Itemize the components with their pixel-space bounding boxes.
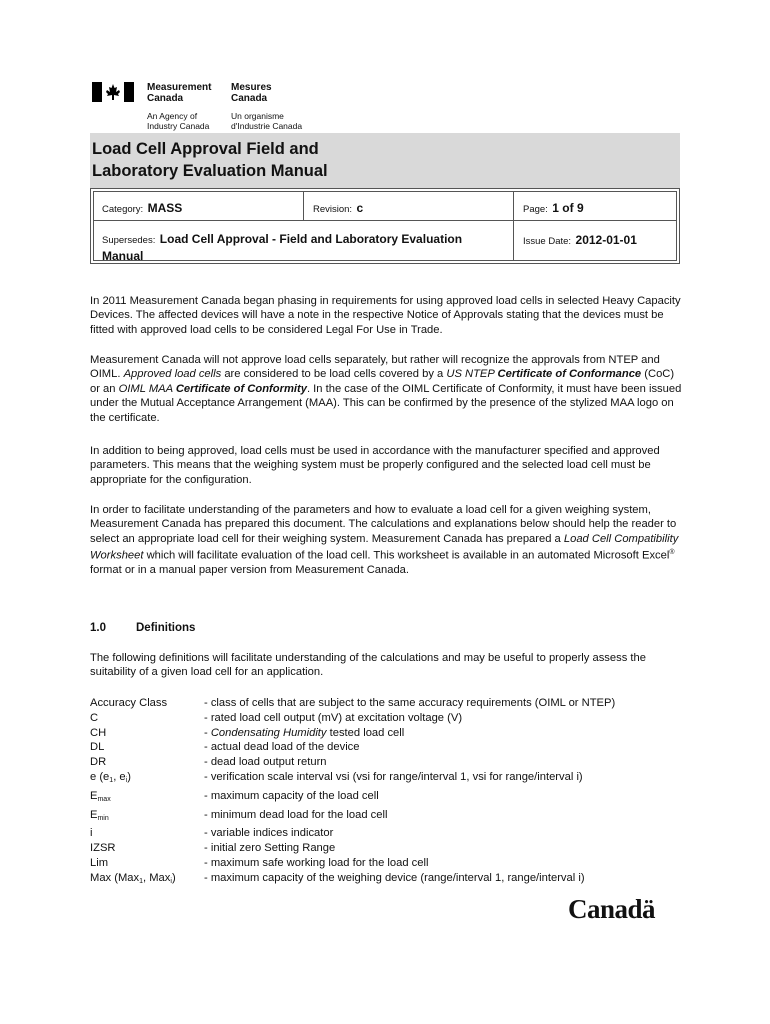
section-number: 1.0 [90, 622, 106, 634]
meta-col-divider [513, 191, 514, 261]
definition-row: $E_{min}$ - minimum dead load for the load cell [90, 808, 388, 822]
revision-value: c [356, 201, 364, 215]
paragraph-4: In order to facilitate understanding of the parameters and how to evaluate a load cell for a given weighing system, Measurement Canada has prepared this document. The calculations and explanations below should help the reader to select an appropriate load cell for their weighing system. Measurement Canada has prepared a Load Cell Compatibility Worksheet which will facilitate evaluation of the load cell. This worksheet is available in an automated Microsoft Excel® format or in a manual paper version from Measurement Canada. [90, 504, 679, 577]
canada-flag-icon [92, 82, 134, 102]
paragraph-2: Measurement Canada will not approve load cells separately, but rather will recognize the approvals from NTEP and OIML. Approved load cells are considered to be load cells covered by a US NTEP Certificate of Conformance (CoC) or an OIML MAA Certificate of Conformity. In the case of the OIML Certificate of Conformity, it must have been issued under the Mutual Acceptance Arrangement (MAA). This can be confirmed by the presence of the stylized MAA logo on the certificate. [90, 354, 682, 424]
issue-date-value: 2012-01-01 [575, 233, 637, 247]
page-cell: Page: 1 of 9 [523, 201, 584, 215]
paragraph-5: The following definitions will facilitate understanding of the calculations and may be useful to properly assess the suitability of a given load cell for an application. [90, 652, 646, 679]
meta-col-divider [303, 191, 304, 221]
agency-fr: Un organisme d'Industrie Canada [231, 111, 303, 131]
definition-row: i - variable indices indicator [90, 827, 334, 840]
paragraph-3: In addition to being approved, load cells must be used in accordance with the manufacturer specified and approved parameters. This means that the weighing system must be properly configured and the selected load cell must be appropriate for the configuration. [90, 445, 660, 486]
dept-name-fr: Mesures Canada [231, 82, 272, 104]
category-cell: Category: MASS [102, 201, 183, 215]
issue-date-cell: Issue Date: 2012-01-01 [523, 233, 637, 247]
paragraph-1: In 2011 Measurement Canada began phasing in requirements for using approved load cells in selected Heavy Capacity Devices. The affected devices will have a note in the respective Notice of Approvals stating that the devices must be fitted with approved load cells to be considered Legal For Use in Trade. [90, 295, 681, 336]
dept-name-en: Measurement Canada [147, 82, 212, 104]
meta-row-divider [93, 220, 677, 221]
canada-wordmark-logo: Canadä [568, 894, 656, 924]
page-value: 1 of 9 [552, 201, 584, 215]
definition-row: DR - dead load output return [90, 756, 327, 769]
document-title: Load Cell Approval Field and Laboratory Evaluation Manual [92, 140, 328, 180]
category-value: MASS [147, 201, 183, 215]
definition-row: Max (Max$_1$, Max$_i$) - maximum capacity of the weighing device (range/interval 1, range/interval i) [90, 871, 585, 885]
definition-row: IZSR - initial zero Setting Range [90, 842, 336, 855]
supersedes-cell: Supersedes: Load Cell Approval - Field and Laboratory Evaluation Manual [102, 232, 463, 263]
definition-row: Accuracy Class - class of cells that are subject to the same accuracy requirements (OIML or NTEP) [90, 697, 616, 709]
definition-row: $E_{max}$ - maximum capacity of the load cell [90, 789, 379, 803]
definition-row: CH - Condensating Humidity tested load cell [90, 726, 405, 739]
definition-row: Lim - maximum safe working load for the load cell [90, 856, 429, 869]
definition-row: C - rated load cell output (mV) at excitation voltage (V) [90, 711, 463, 724]
agency-en: An Agency of Industry Canada [147, 111, 210, 131]
definition-row: e ($e_1$, $e_i$) - verification scale interval vsi (vsi for range/interval 1, vsi for range/interval i) [90, 770, 583, 784]
supersedes-value: Load Cell Approval - Field and Laboratory Evaluation [159, 232, 463, 246]
revision-cell: Revision: c [313, 201, 364, 215]
section-title: Definitions [136, 622, 196, 634]
definitions-list [90, 696, 615, 890]
definition-row: DL - actual dead load of the device [90, 741, 360, 754]
